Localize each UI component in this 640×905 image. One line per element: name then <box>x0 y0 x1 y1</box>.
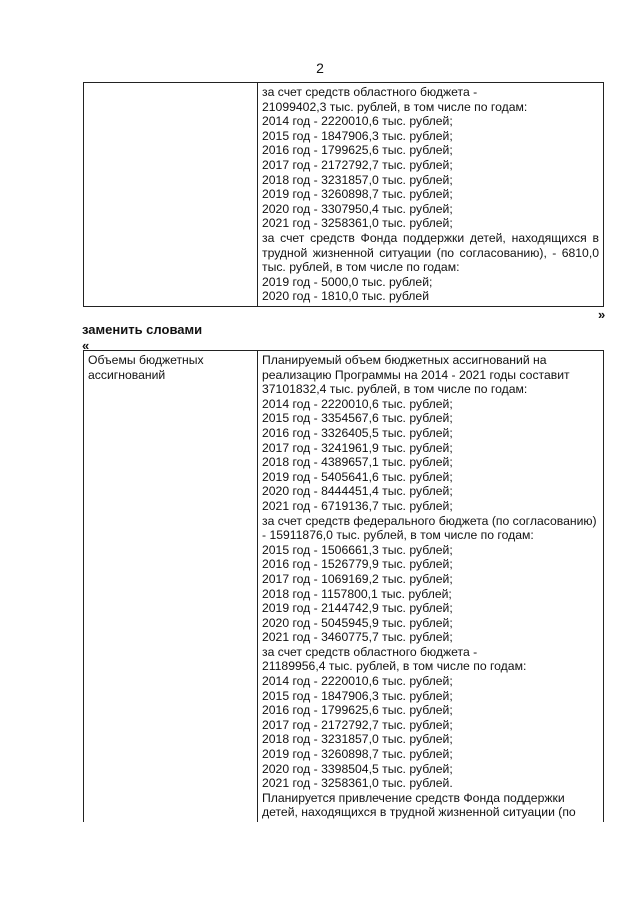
year-line: 2020 год - 3398504,5 тыс. рублей; <box>262 761 453 776</box>
year-line: 2020 год - 3307950,4 тыс. рублей; <box>262 201 453 216</box>
opening-quote-mark: « <box>82 338 90 353</box>
federal-budget-paragraph: за счет средств федерального бюджета (по согласованию) - 15911876,0 тыс. рублей, в том числе по годам: <box>262 513 597 543</box>
year-line: 2014 год - 2220010,6 тыс. рублей; <box>262 396 453 411</box>
table-row <box>84 351 604 823</box>
year-line: 2015 год - 1847906,3 тыс. рублей; <box>262 128 453 143</box>
fund-paragraph: Планируется привлечение средств Фонда поддержки детей, находящихся в трудной жизненной ситуации (по <box>262 790 576 820</box>
year-line: 2017 год - 1069169,2 тыс. рублей; <box>262 571 453 586</box>
planned-volume-paragraph: Планируемый объем бюджетных ассигнований на реализацию Программы на 2014 - 2021 годы составит 37101832,4 тыс. рублей, в том числе по годам: <box>262 353 570 397</box>
year-line: 2018 год - 1157800,1 тыс. рублей; <box>262 586 452 601</box>
year-line: 2021 год - 3460775,7 тыс. рублей; <box>262 630 453 645</box>
year-line: 2021 год - 3258361,0 тыс. рублей. <box>262 776 453 791</box>
year-line: 2015 год - 1847906,3 тыс. рублей; <box>262 688 453 703</box>
year-line: 2019 год - 5405641,6 тыс. рублей; <box>262 469 453 484</box>
table-row <box>84 83 604 307</box>
year-line: 2015 год - 3354567,6 тыс. рублей; <box>262 411 453 426</box>
funding-table-old <box>83 82 604 307</box>
year-line: 2018 год - 3231857,0 тыс. рублей; <box>262 172 453 187</box>
year-line: 2020 год - 1810,0 тыс. рублей <box>262 289 429 304</box>
year-line: 2019 год - 3260898,7 тыс. рублей; <box>262 747 453 762</box>
year-line: 2018 год - 4389657,1 тыс. рублей; <box>262 455 453 470</box>
funding-table-new <box>83 350 604 822</box>
page-number: 2 <box>316 60 324 76</box>
regional-budget-total: 21189956,4 тыс. рублей, в том числе по годам: <box>262 659 527 674</box>
year-line: 2017 год - 2172792,7 тыс. рублей; <box>262 157 453 172</box>
year-line: 2015 год - 1506661,3 тыс. рублей; <box>262 542 453 557</box>
year-line: 2020 год - 8444451,4 тыс. рублей; <box>262 484 453 499</box>
year-line: 2014 год - 2220010,6 тыс. рублей; <box>262 114 453 129</box>
regional-budget-line: за счет средств областного бюджета - <box>262 644 478 659</box>
fund-paragraph: за счет средств Фонда поддержки детей, находящихся в трудной жизненной ситуации (по согласованию), - 6810,0 тыс. рублей, в том числе по годам: <box>262 230 599 275</box>
budget-allocation-heading: Объемы бюджетных ассигнований <box>88 353 204 382</box>
year-line: 2016 год - 1799625,6 тыс. рублей; <box>262 703 453 718</box>
table-right-cell <box>258 83 604 307</box>
year-line: 2017 год - 2172792,7 тыс. рублей; <box>262 717 453 732</box>
year-line: 2017 год - 3241961,9 тыс. рублей; <box>262 440 453 455</box>
year-line: 2016 год - 3326405,5 тыс. рублей; <box>262 425 453 440</box>
table-right-cell <box>258 351 604 823</box>
year-line: 2021 год - 6719136,7 тыс. рублей; <box>262 498 453 513</box>
regional-budget-total: 21099402,3 тыс. рублей, в том числе по годам: <box>262 99 528 114</box>
year-line: 2019 год - 5000,0 тыс. рублей; <box>262 274 433 289</box>
year-line: 2016 год - 1799625,6 тыс. рублей; <box>262 143 453 158</box>
year-line: 2020 год - 5045945,9 тыс. рублей; <box>262 615 453 630</box>
table-left-cell <box>84 83 258 307</box>
closing-quote-mark: » <box>598 307 606 322</box>
year-line: 2021 год - 3258361,0 тыс. рублей; <box>262 216 453 231</box>
table-left-cell <box>84 351 258 823</box>
year-line: 2019 год - 2144742,9 тыс. рублей; <box>262 601 453 616</box>
regional-budget-line: за счет средств областного бюджета - <box>262 85 478 99</box>
year-line: 2018 год - 3231857,0 тыс. рублей; <box>262 732 453 747</box>
replace-instruction: заменить словами <box>82 322 203 337</box>
year-line: 2014 год - 2220010,6 тыс. рублей; <box>262 674 453 689</box>
year-line: 2016 год - 1526779,9 тыс. рублей; <box>262 557 453 572</box>
year-line: 2019 год - 3260898,7 тыс. рублей; <box>262 187 453 202</box>
